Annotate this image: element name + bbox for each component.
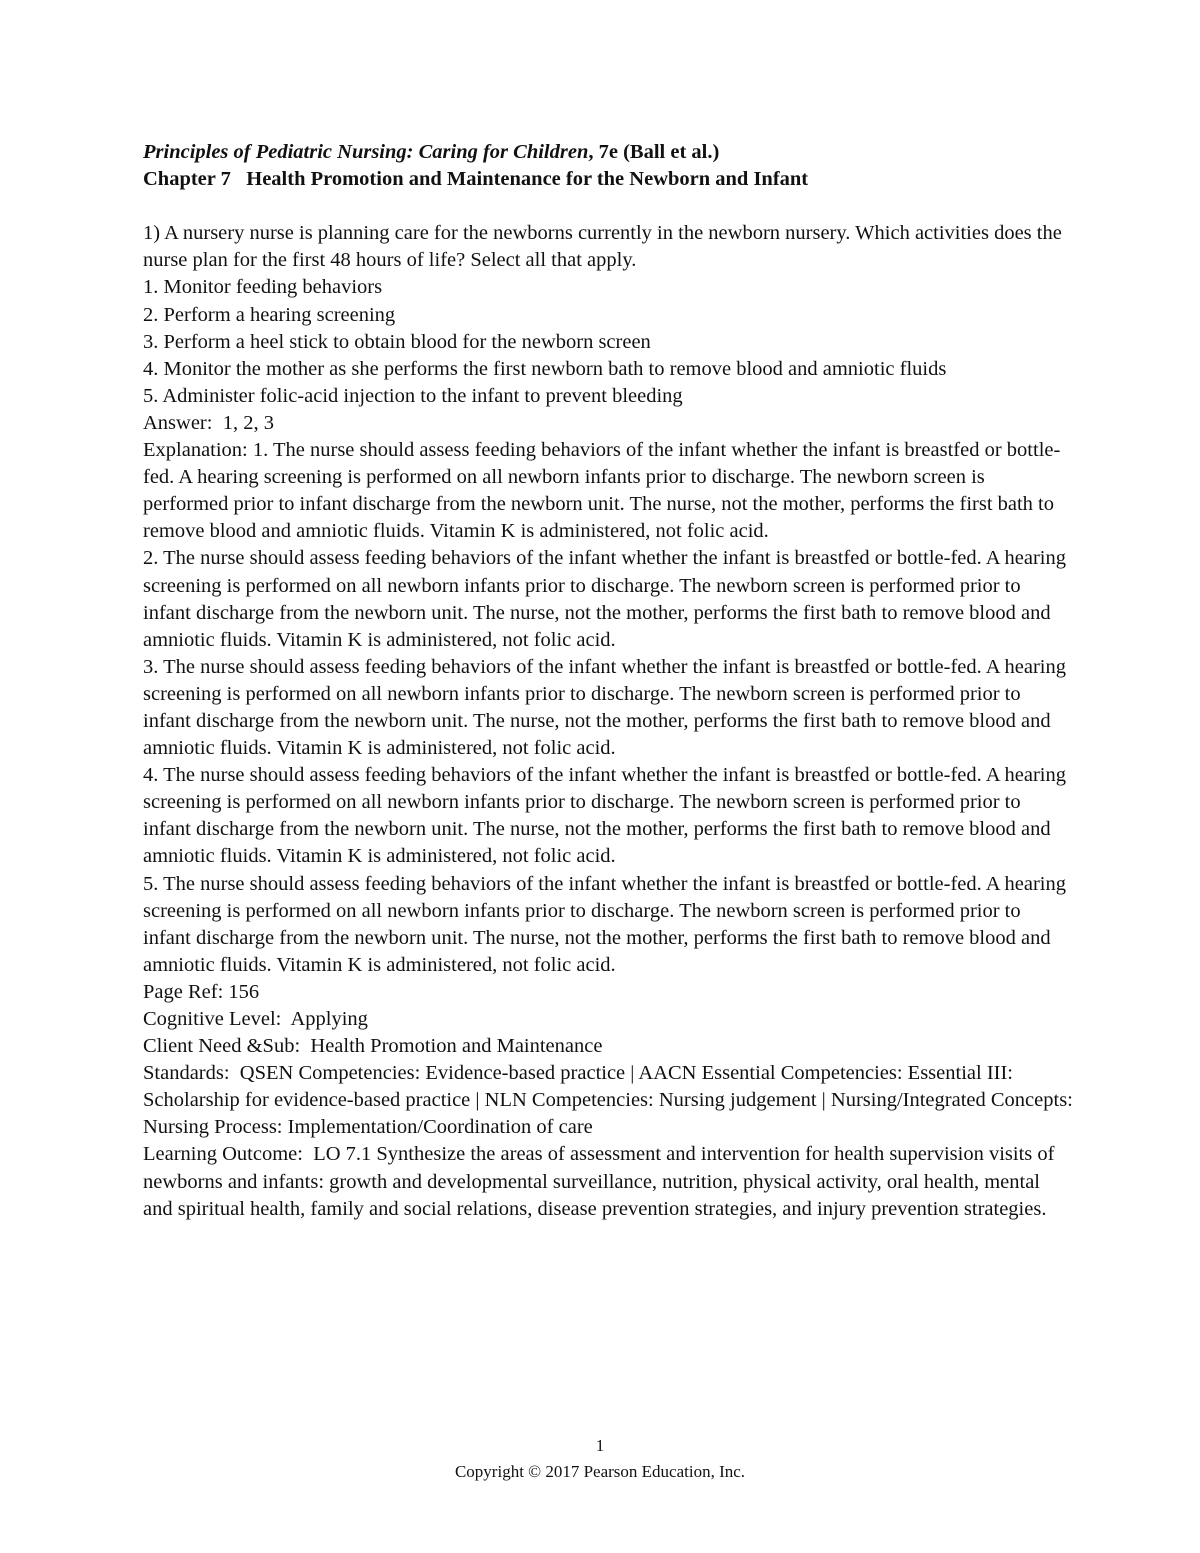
explanation: Explanation: 1. The nurse should assess feeding behaviors of the infant whether the infant is breastfed or bottle-fed. A hearing screening is performed on all newborn infants prior to discharge. The newborn screen is performed prior to infant discharge from the newborn unit. The nurse, not the mother, performs the first bath to remove blood and amniotic fluids. Vitamin K is administered, not folic acid. — [143, 439, 1061, 543]
chapter-title: Chapter 7 Health Promotion and Maintenance for the Newborn and Infant — [143, 168, 809, 191]
answer-option: 1. Monitor feeding behaviors — [143, 276, 383, 299]
answer-key: Answer: 1, 2, 3 — [143, 411, 274, 434]
standards: Standards: QSEN Competencies: Evidence-based practice | AACN Essential Competencies: Essential III: Scholarship for evidence-based practice | NLN Competencies: Nursing judgement | Nursing/Integrated Concepts: Nursing Process: Implementation/Coordination of care — [143, 1062, 1078, 1139]
cognitive-level: Cognitive Level: Applying — [143, 1008, 368, 1030]
explanation: 2. The nurse should assess feeding behaviors of the infant whether the infant is breastfed or bottle-fed. A hearing screening is performed on all newborn infants prior to discharge. The newborn screen is performed prior to infant discharge from the newborn unit. The nurse, not the mother, performs the first bath to remove blood and amniotic fluids. Vitamin K is administered, not folic acid. — [143, 547, 1067, 651]
answer-option: 3. Perform a heel stick to obtain blood for the newborn screen — [143, 330, 651, 353]
answer-option: 4. Monitor the mother as she performs the first newborn bath to remove blood and amniotic fluids — [143, 357, 947, 380]
question-stem: 1) A nursery nurse is planning care for the newborns currently in the newborn nursery. Which activities does the nurse plan for the first 48 hours of life? Select all that apply. — [143, 222, 1062, 272]
book-edition: , 7e (Ball et al.) — [588, 141, 720, 163]
explanation: 3. The nurse should assess feeding behaviors of the infant whether the infant is breastfed or bottle-fed. A hearing screening is performed on all newborn infants prior to discharge. The newborn screen is performed prior to infant discharge from the newborn unit. The nurse, not the mother, performs the first bath to remove blood and amniotic fluids. Vitamin K is administered, not folic acid. — [143, 655, 1067, 760]
copyright-notice: Copyright © 2017 Pearson Education, Inc. — [454, 1462, 746, 1481]
client-need: Client Need &Sub: Health Promotion and Maintenance — [143, 1035, 603, 1058]
explanation: 4. The nurse should assess feeding behaviors of the infant whether the infant is breastfed or bottle-fed. A hearing screening is performed on all newborn infants prior to discharge. The newborn screen is performed prior to infant discharge from the newborn unit. The nurse, not the mother, performs the first bath to remove blood and amniotic fluids. Vitamin K is administered, not folic acid. — [143, 764, 1067, 868]
page-ref: Page Ref: 156 — [143, 980, 260, 1003]
page-content — [143, 139, 1078, 1223]
spacer — [143, 193, 1073, 220]
book-title: Principles of Pediatric Nursing: Caring for Children — [143, 141, 589, 163]
answer-option: 5. Administer folic-acid injection to the infant to prevent bleeding — [143, 384, 683, 407]
book-title-line — [143, 139, 1073, 166]
answer-option: 2. Perform a hearing screening — [143, 303, 396, 326]
explanation: 5. The nurse should assess feeding behaviors of the infant whether the infant is breastfed or bottle-fed. A hearing screening is performed on all newborn infants prior to discharge. The newborn screen is performed prior to infant discharge from the newborn unit. The nurse, not the mother, performs the first bath to remove blood and amniotic fluids. Vitamin K is administered, not folic acid. — [143, 872, 1067, 976]
learning-outcome: Learning Outcome: LO 7.1 Synthesize the areas of assessment and intervention for health supervision visits of newborns and infants: growth and developmental surveillance, nutrition, physical activity, oral health, mental and spiritual health, family and social relations, disease prevention strategies, and injury prevention strategies. — [143, 1143, 1060, 1220]
page-number: 1 — [595, 1436, 605, 1455]
